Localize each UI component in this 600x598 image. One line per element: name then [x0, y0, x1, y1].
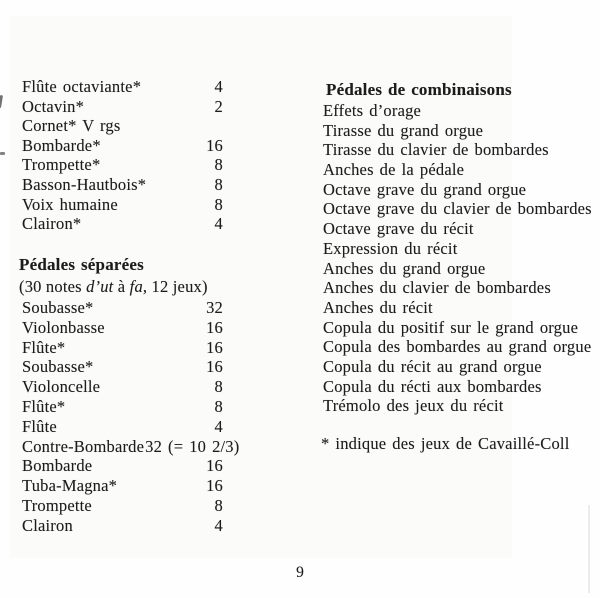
stop-pitch: 8 — [214, 495, 223, 515]
stop-name: Violoncelle — [22, 377, 101, 397]
stop-pitch: 32 — [206, 298, 223, 317]
stop-name: Flûte — [22, 416, 57, 436]
stop-name: Trompette — [22, 495, 92, 515]
stop-name: Voix humaine — [22, 194, 118, 214]
stop-pitch: 4 — [214, 77, 223, 96]
stop-row — [22, 456, 223, 476]
subnote-mid: à — [113, 277, 130, 296]
stop-pitch: 8 — [214, 174, 223, 194]
stop-row — [22, 136, 223, 156]
stop-row — [22, 155, 223, 175]
stop-row — [22, 214, 223, 234]
stop-name: Tuba-Magna* — [22, 476, 118, 496]
combination-item: Copula des bombardes au grand orgue — [323, 337, 592, 357]
scan-artifact-tick — [0, 95, 3, 108]
stop-list-pedales-separees — [22, 298, 240, 536]
page-number: 9 — [296, 564, 304, 581]
stop-name: Flûte* — [22, 396, 66, 416]
stop-row — [22, 476, 223, 496]
stop-name: Clairon — [22, 515, 73, 535]
stop-row — [22, 516, 223, 536]
stop-row — [22, 377, 223, 397]
stop-name: Bombarde — [22, 456, 93, 476]
combination-item: Anches de la pédale — [323, 160, 465, 180]
stop-name: Clairon* — [22, 214, 82, 234]
subnote-italic-dut: d’ut — [86, 277, 114, 296]
subnote-suffix: , 12 jeux) — [142, 277, 208, 296]
stop-pitch: 16 — [206, 357, 223, 377]
combination-item: Anches du récit — [323, 297, 433, 317]
section-heading-pedales-separees: Pédales séparées — [19, 255, 144, 274]
stop-pitch: 8 — [214, 194, 223, 214]
stop-pitch: 16 — [206, 317, 223, 337]
stop-row — [22, 397, 223, 417]
combination-item: Effets d’orage — [323, 101, 422, 120]
stop-row — [22, 298, 223, 318]
stop-row — [22, 97, 223, 117]
stop-name: Trompette* — [22, 155, 101, 175]
stop-row — [22, 77, 223, 97]
combination-item: Expression du récit — [323, 238, 458, 258]
subnote-italic-fa: fa — [129, 277, 143, 296]
stop-name: Flûte octaviante* — [22, 77, 142, 96]
stop-pitch: 8 — [214, 155, 223, 175]
combination-item: Octave grave du grand orgue — [323, 179, 527, 199]
stop-pitch: 16 — [206, 456, 223, 476]
stop-row — [22, 357, 223, 377]
combination-item: Copula du positif sur le grand orgue — [323, 317, 579, 337]
stop-row — [22, 338, 223, 358]
stop-name: Flûte* — [22, 337, 66, 357]
combination-list — [323, 101, 592, 416]
stop-pitch: 8 — [214, 396, 223, 416]
stop-row — [22, 417, 223, 437]
stop-pitch: 4 — [214, 416, 223, 436]
stop-row — [22, 436, 240, 457]
stop-name: Octavin* — [22, 96, 85, 116]
footnote: * indique des jeux de Cavaillé-Coll — [321, 434, 570, 453]
stop-row — [22, 175, 223, 195]
stop-name: Basson-Hautbois* — [22, 174, 147, 194]
stop-name: Soubasse* — [22, 357, 94, 377]
combination-item: Trémolo des jeux du récit — [323, 396, 504, 416]
stop-row — [22, 496, 223, 516]
combination-item: Octave grave du récit — [323, 219, 474, 239]
combination-item: Anches du grand orgue — [323, 258, 486, 278]
stop-pitch: 2 — [214, 96, 223, 116]
stop-name: Soubasse* — [22, 298, 94, 317]
subnote-prefix: (30 notes — [19, 277, 87, 296]
section-subnote — [19, 277, 208, 297]
scan-artifact-dash — [0, 152, 5, 155]
stop-pitch: 4 — [214, 515, 223, 535]
stop-name: Contre-Bombarde — [22, 436, 145, 456]
stop-pitch: 8 — [214, 377, 223, 397]
stop-pitch: 4 — [214, 214, 223, 234]
stop-name: Bombarde* — [22, 135, 101, 155]
combination-item: Tirasse du clavier de bombardes — [323, 140, 549, 160]
stop-row — [22, 195, 223, 215]
combination-item: Anches du clavier de bombardes — [323, 278, 551, 298]
section-heading-pedales-de-combinaisons: Pédales de combinaisons — [326, 80, 512, 99]
combination-item: Copula du récti aux bombardes — [323, 376, 542, 396]
stop-row — [22, 318, 223, 338]
stop-pitch: 16 — [206, 476, 223, 496]
stop-name: Cornet* V rgs — [22, 116, 121, 136]
stop-pitch: 16 — [206, 337, 223, 357]
stop-name: Violonbasse — [22, 317, 105, 337]
stop-pitch: 16 — [206, 135, 223, 155]
stop-pitch: 32 (= 10 2/3) — [145, 436, 240, 456]
stop-list-continued — [22, 77, 223, 234]
combination-item: Tirasse du grand orgue — [323, 120, 484, 140]
combination-item: Octave grave du clavier de bombardes — [323, 199, 592, 219]
stop-row — [22, 116, 223, 136]
combination-item: Copula du récit au grand orgue — [323, 356, 542, 376]
